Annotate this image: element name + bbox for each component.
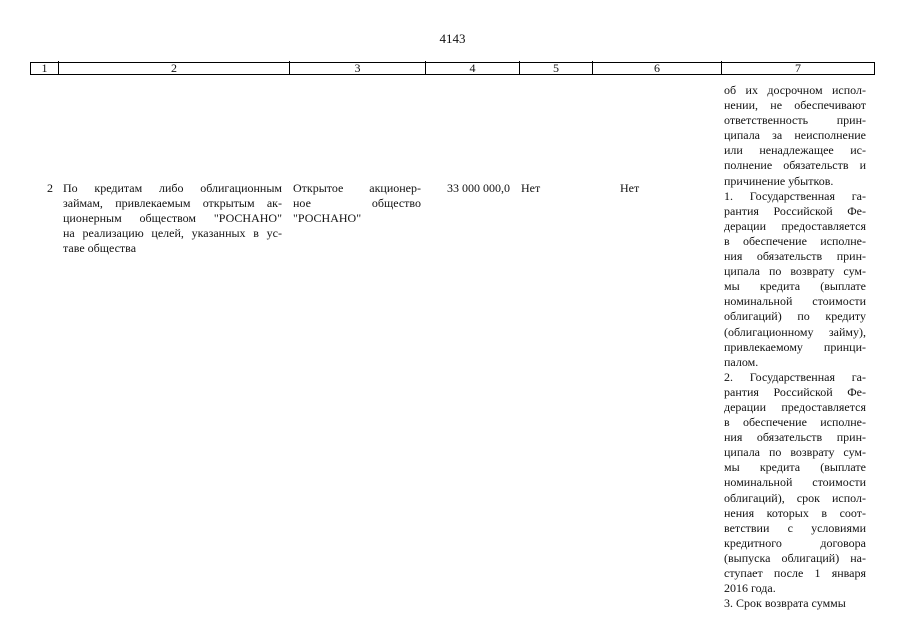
col7-line: мы кредита (выплате — [724, 279, 866, 294]
principal-line: ное общество — [293, 196, 421, 211]
col7-line: облигаций) по кредиту — [724, 309, 866, 324]
col7-line: рантия Российской Фе- — [724, 203, 866, 218]
col7-line: мы кредита (выплате — [724, 460, 866, 475]
col7-text-cell — [724, 83, 866, 611]
header-col-1: 1 — [31, 61, 59, 74]
col7-line: кредитного договора — [724, 535, 866, 550]
col7-line: дерации предоставляется — [724, 399, 866, 414]
principal-line: "РОСНАНО" — [293, 211, 362, 226]
purpose-line: По кредитам либо облигационным — [63, 181, 282, 195]
col6-cell: Нет — [620, 181, 640, 195]
col7-line: палом. — [724, 354, 759, 369]
purpose-cell — [63, 181, 282, 256]
col7-line: номинальной стоимости — [724, 475, 866, 490]
col7-line: ветствии с условиями — [724, 520, 866, 535]
header-col-2: 2 — [59, 61, 290, 74]
row-number: 2 — [47, 181, 53, 195]
header-col-5: 5 — [520, 61, 593, 74]
header-col-6: 6 — [593, 61, 722, 74]
col7-line: причинение убытков. — [724, 173, 834, 188]
col7-line: нении, не обеспечивают — [724, 98, 866, 113]
col7-line: 1. Государственная га- — [724, 188, 866, 203]
col7-line: ния обязательств прин- — [724, 430, 866, 445]
principal-cell — [293, 181, 421, 226]
col7-line: ципала за неисполнение — [724, 128, 866, 143]
purpose-line: на реализацию целей, указанных в ус- — [63, 226, 282, 241]
table-header-row — [30, 62, 875, 75]
purpose-line: таве общества — [63, 241, 137, 256]
col7-line: (облигационному займу), — [724, 324, 866, 339]
purpose-line: ционерным обществом "РОСНАНО" — [63, 211, 282, 226]
col7-line: 3. Срок возврата суммы — [724, 596, 846, 611]
header-col-4: 4 — [426, 61, 520, 74]
amount-cell: 33 000 000,0 — [447, 181, 510, 195]
col7-line: об их досрочном испол- — [724, 83, 866, 97]
col7-line: нения которых в соот- — [724, 505, 866, 520]
page-number: 4143 — [439, 31, 466, 46]
col7-line: ния обязательств прин- — [724, 249, 866, 264]
col7-line: в обеспечение исполне- — [724, 415, 866, 430]
col7-line: дерации предоставляется — [724, 218, 866, 233]
principal-line: Открытое акционер- — [293, 181, 421, 195]
col7-line: ципала по возврату сум- — [724, 264, 866, 279]
col7-line: номинальной стоимости — [724, 294, 866, 309]
col7-line: ступает после 1 января — [724, 566, 866, 580]
col7-line: в обеспечение исполне- — [724, 233, 866, 248]
col5-cell: Нет — [521, 181, 541, 195]
col7-line: 2016 года. — [724, 581, 776, 596]
col7-line: (выпуска облигаций) на- — [724, 550, 866, 565]
purpose-line: займам, привлекаемым открытым ак- — [63, 196, 282, 211]
col7-line: полнение обязательств и — [724, 158, 866, 173]
header-col-7: 7 — [795, 61, 801, 75]
col7-line: ципала по возврату сум- — [724, 445, 866, 460]
header-col-3: 3 — [290, 61, 426, 74]
col7-line: облигаций), срок испол- — [724, 490, 866, 505]
col7-line: или ненадлежащее ис- — [724, 143, 866, 158]
col7-line: ответственность прин- — [724, 113, 866, 128]
col7-line: 2. Государственная га- — [724, 369, 866, 384]
col7-line: привлекаемому принци- — [724, 339, 866, 354]
col7-line: рантия Российской Фе- — [724, 384, 866, 399]
